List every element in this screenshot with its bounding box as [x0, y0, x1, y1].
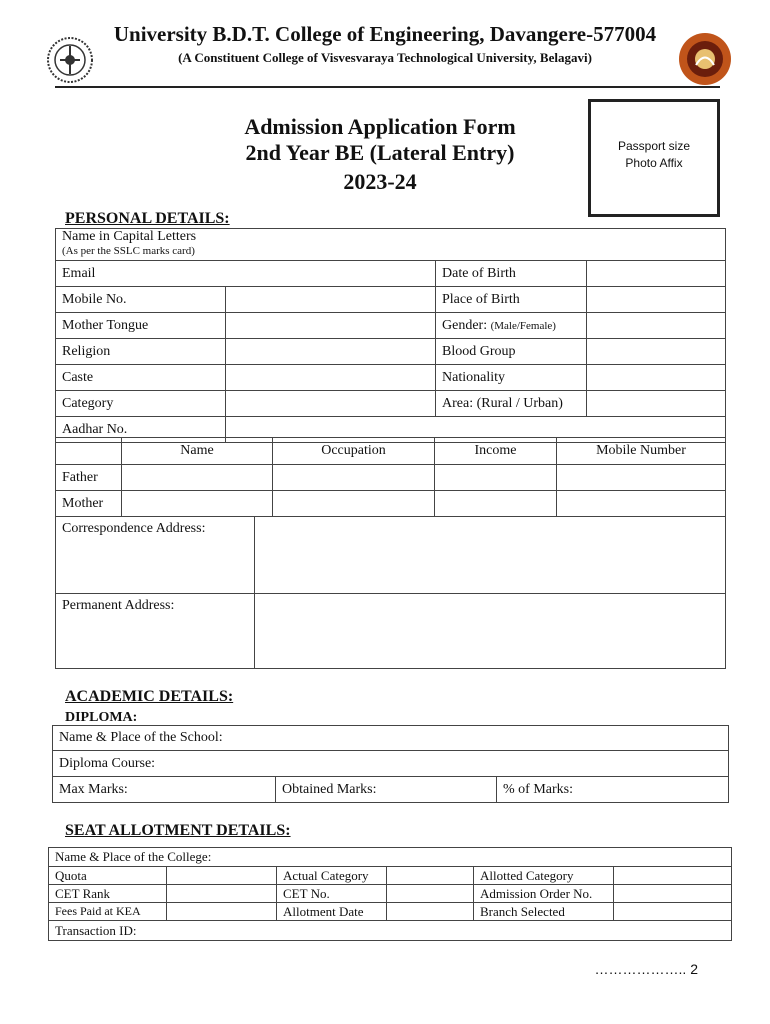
percent-marks-field[interactable] — [497, 777, 729, 803]
name-note: (As per the SSLC marks card) — [62, 245, 195, 257]
diploma-heading: DIPLOMA: — [65, 710, 138, 725]
mother-income-field[interactable] — [435, 491, 557, 517]
branch-label: Branch Selected — [474, 903, 614, 921]
father-income-field[interactable] — [435, 465, 557, 491]
parents-header-blank — [56, 438, 122, 465]
mother-occupation-field[interactable] — [273, 491, 435, 517]
allotment-date-field[interactable] — [387, 903, 474, 921]
fees-paid-label: Fees Paid at KEA — [49, 903, 167, 921]
transaction-label: Transaction ID: — [55, 922, 137, 938]
gender-cell — [436, 313, 587, 339]
mother-label: Mother — [56, 491, 122, 517]
father-mobile-field[interactable] — [557, 465, 726, 491]
area-label: Area: (Rural / Urban) — [436, 391, 587, 417]
caste-field[interactable] — [226, 365, 436, 391]
course-field[interactable] — [53, 751, 729, 777]
address-table — [55, 516, 726, 669]
email-field[interactable] — [56, 261, 436, 287]
admission-order-label: Admission Order No. — [474, 885, 614, 903]
father-name-field[interactable] — [122, 465, 273, 491]
category-field[interactable] — [226, 391, 436, 417]
mother-tongue-label: Mother Tongue — [56, 313, 226, 339]
percent-marks-label: % of Marks: — [503, 781, 573, 797]
fees-paid-field[interactable] — [167, 903, 277, 921]
nationality-label: Nationality — [436, 365, 587, 391]
mother-tongue-field[interactable] — [226, 313, 436, 339]
personal-details-heading: PERSONAL DETAILS: — [65, 210, 230, 227]
branch-field[interactable] — [614, 903, 732, 921]
obtained-marks-field[interactable] — [276, 777, 497, 803]
perm-address-field[interactable] — [255, 594, 726, 669]
parent-col-name: Name — [122, 438, 273, 465]
header-divider — [55, 86, 720, 88]
pob-label: Place of Birth — [436, 287, 587, 313]
form-title: Admission Application Form — [244, 114, 516, 139]
academic-table — [52, 725, 729, 803]
seat-allotment-heading: SEAT ALLOTMENT DETAILS: — [65, 822, 291, 839]
gender-options: (Male/Female) — [490, 319, 556, 332]
college-field[interactable] — [49, 848, 732, 867]
nationality-field[interactable] — [587, 365, 726, 391]
gender-label: Gender: — [442, 317, 488, 333]
cet-rank-label: CET Rank — [49, 885, 167, 903]
college-affiliation: (A Constituent College of Visvesvaraya Technological University, Belagavi) — [178, 50, 592, 65]
caste-label: Caste — [56, 365, 226, 391]
religion-label: Religion — [56, 339, 226, 365]
religion-field[interactable] — [226, 339, 436, 365]
category-label: Category — [56, 391, 226, 417]
name-row[interactable] — [56, 229, 726, 261]
actual-category-field[interactable] — [387, 867, 474, 885]
max-marks-field[interactable] — [53, 777, 276, 803]
cet-no-field[interactable] — [387, 885, 474, 903]
corr-address-field[interactable] — [255, 517, 726, 594]
college-label: Name & Place of the College: — [55, 849, 212, 864]
mother-mobile-field[interactable] — [557, 491, 726, 517]
admission-order-field[interactable] — [614, 885, 732, 903]
perm-address-label: Permanent Address: — [56, 594, 255, 669]
course-label: Diploma Course: — [59, 755, 156, 771]
parents-table — [55, 437, 726, 517]
mother-name-field[interactable] — [122, 491, 273, 517]
academic-year: 2023-24 — [343, 169, 417, 194]
area-field[interactable] — [587, 391, 726, 417]
blood-group-field[interactable] — [587, 339, 726, 365]
cet-rank-field[interactable] — [167, 885, 277, 903]
school-field[interactable] — [53, 726, 729, 751]
photo-label-1: Passport size — [617, 139, 691, 153]
obtained-marks-label: Obtained Marks: — [282, 781, 377, 797]
parent-col-mobile: Mobile Number — [557, 438, 726, 465]
actual-category-label: Actual Category — [277, 867, 387, 885]
cet-no-label: CET No. — [277, 885, 387, 903]
corr-address-label: Correspondence Address: — [56, 517, 255, 594]
name-label: Name in Capital Letters — [62, 229, 197, 244]
mobile-field[interactable] — [226, 287, 436, 313]
blood-group-label: Blood Group — [436, 339, 587, 365]
parent-col-income: Income — [435, 438, 557, 465]
father-occupation-field[interactable] — [273, 465, 435, 491]
pob-field[interactable] — [587, 287, 726, 313]
academic-details-heading: ACADEMIC DETAILS: — [65, 688, 234, 705]
allotted-category-field[interactable] — [614, 867, 732, 885]
parent-col-occupation: Occupation — [273, 438, 435, 465]
personal-details-table — [55, 228, 726, 443]
quota-field[interactable] — [167, 867, 277, 885]
photo-label-2: Photo Affix — [625, 156, 683, 170]
school-label: Name & Place of the School: — [59, 730, 223, 745]
email-label: Email — [62, 265, 96, 281]
college-name: University B.D.T. College of Engineering, Davangere-577004 — [113, 22, 657, 46]
max-marks-label: Max Marks: — [59, 781, 128, 797]
dob-label: Date of Birth — [436, 261, 587, 287]
allotment-date-label: Allotment Date — [277, 903, 387, 921]
photo-box[interactable] — [588, 99, 720, 217]
gender-field[interactable] — [587, 313, 726, 339]
father-label: Father — [56, 465, 122, 491]
page-number: ……………….. 2 — [594, 961, 698, 977]
mobile-label: Mobile No. — [56, 287, 226, 313]
allotted-category-label: Allotted Category — [474, 867, 614, 885]
quota-label: Quota — [49, 867, 167, 885]
form-subtitle: 2nd Year BE (Lateral Entry) — [245, 140, 515, 165]
aadhar-label: Aadhar No. — [56, 417, 226, 443]
seat-allotment-table — [48, 847, 732, 941]
dob-field[interactable] — [587, 261, 726, 287]
transaction-field[interactable] — [49, 921, 732, 941]
